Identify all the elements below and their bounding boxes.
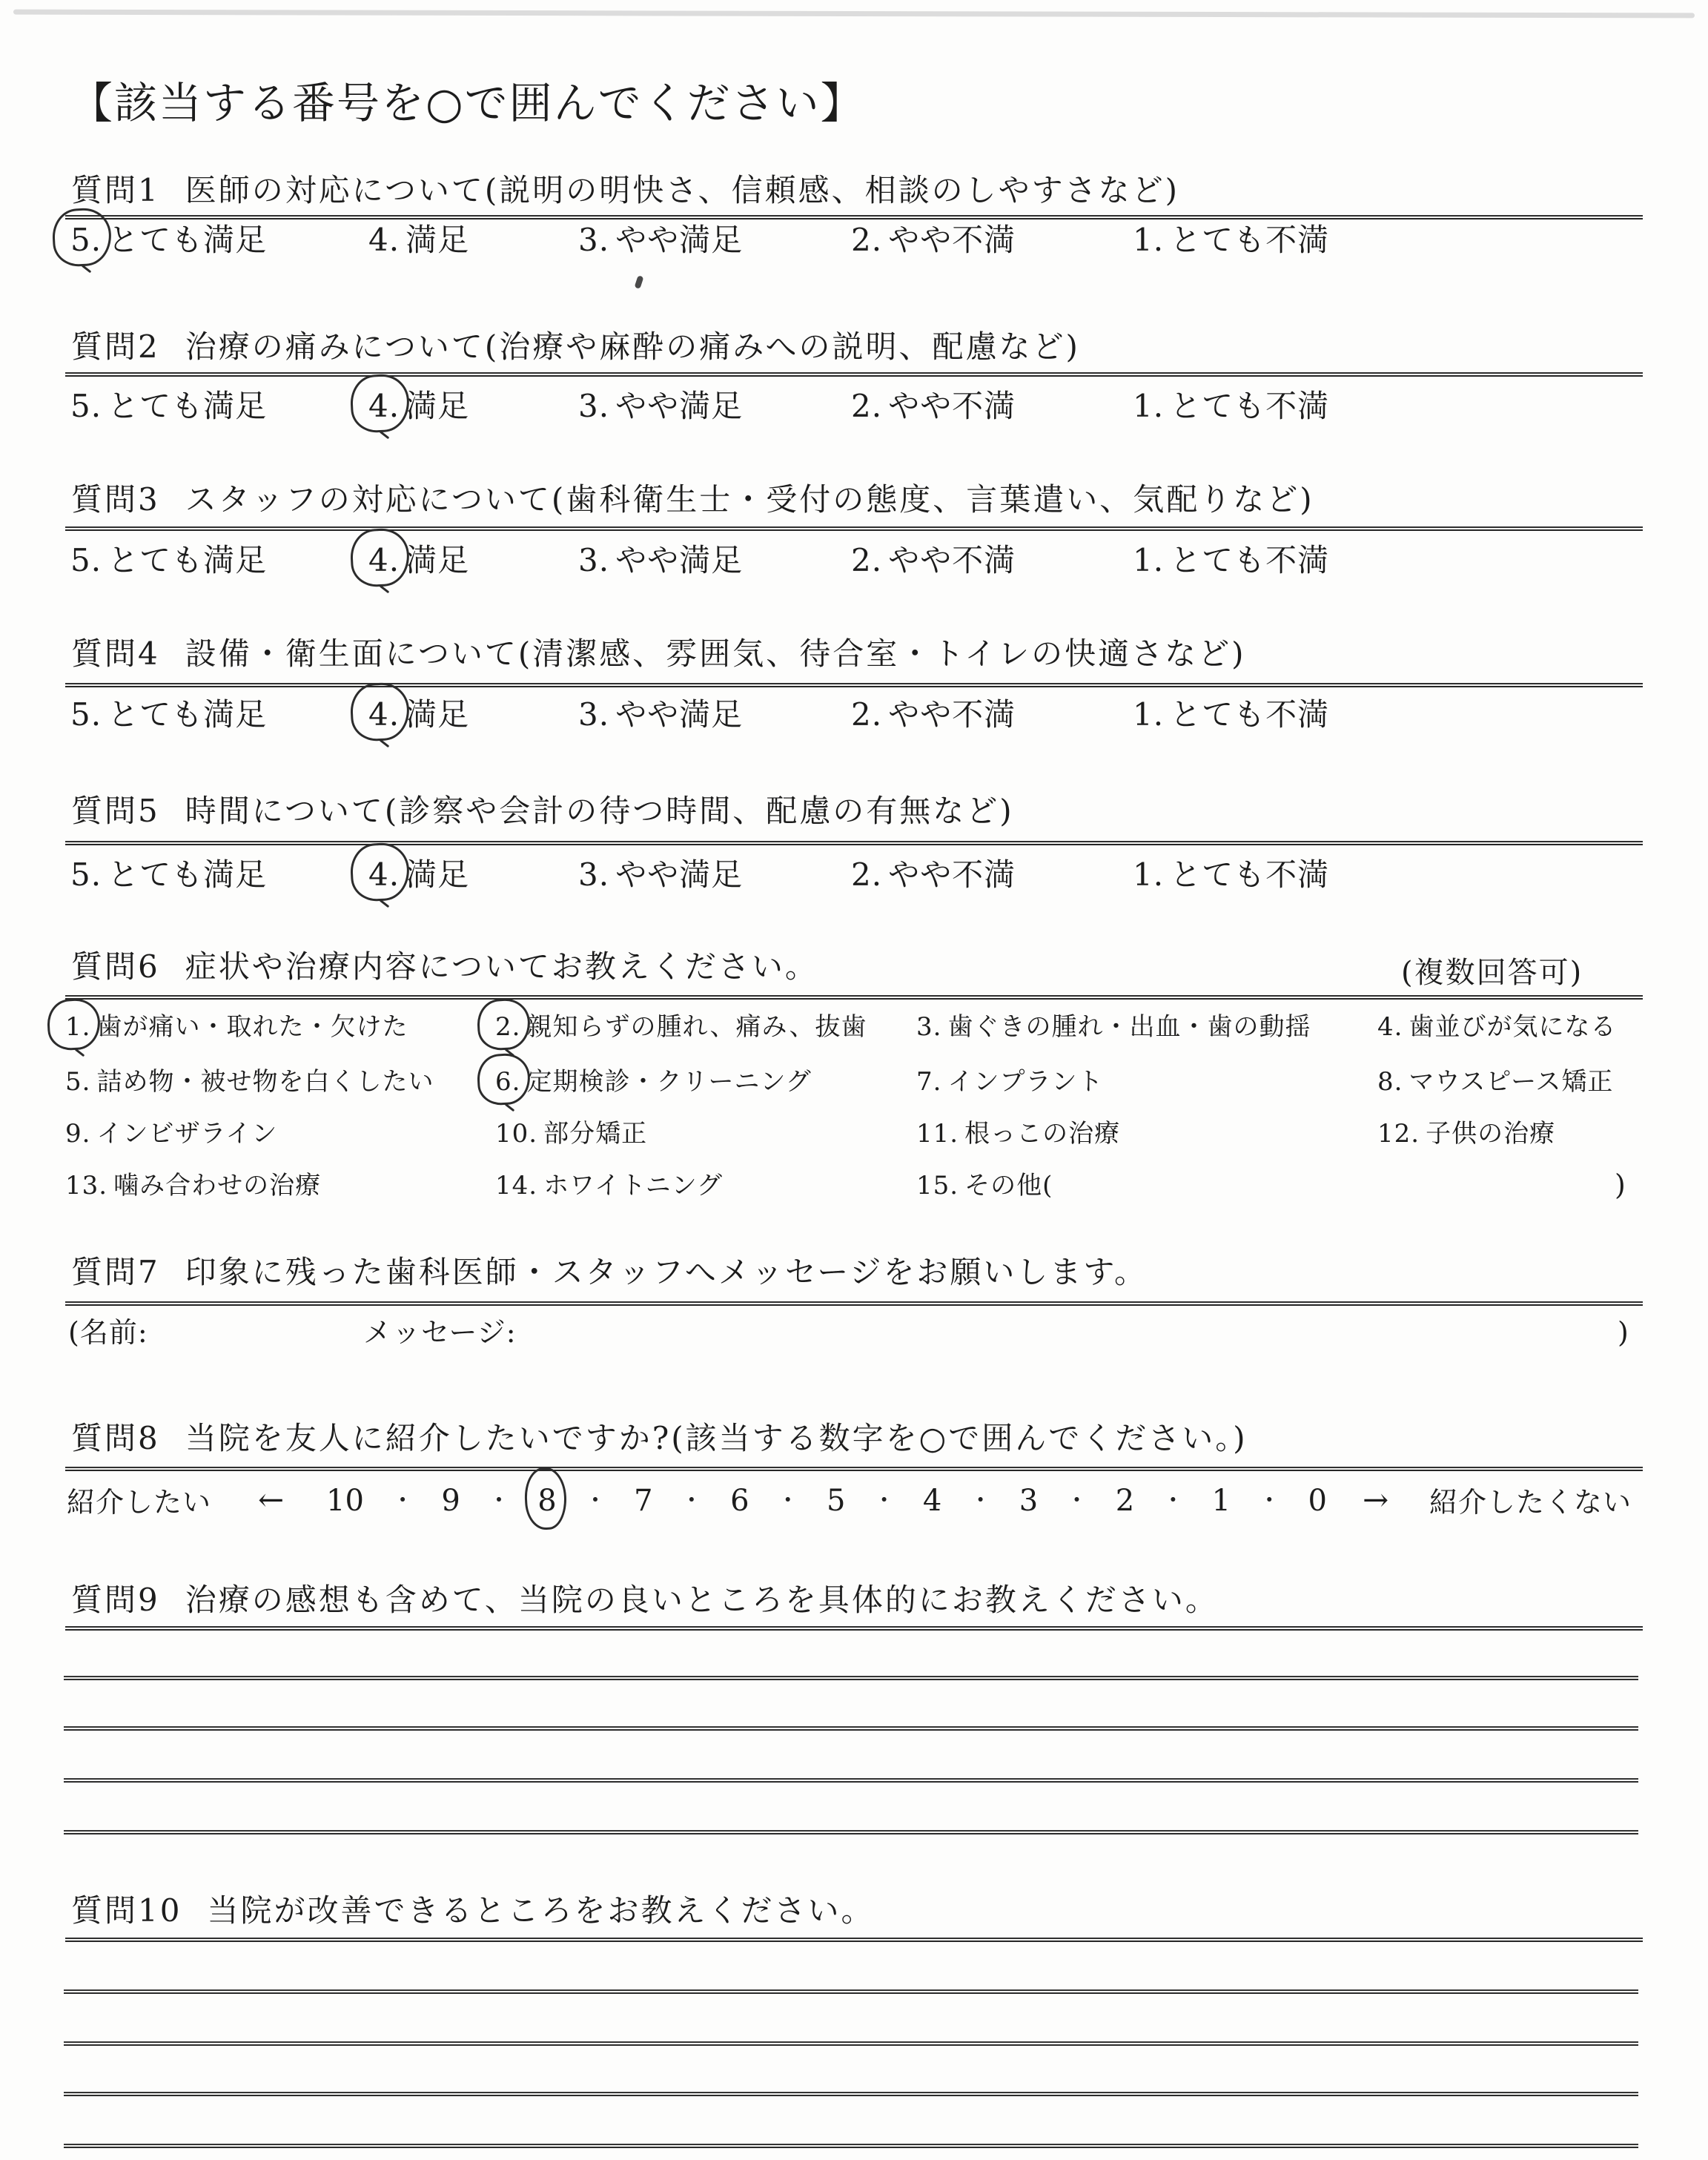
q4-option-3[interactable]: [578, 697, 743, 733]
q7-name-value[interactable]: [174, 1316, 352, 1349]
question-2-header: [71, 329, 1080, 365]
q6-item-4-label: 歯並びが気になる: [1409, 1012, 1617, 1042]
q2-option-2-label: やや不満: [888, 388, 1016, 424]
question-6-label: 質問6: [71, 948, 160, 985]
q1-option-4-number: 4.: [368, 222, 400, 258]
q2-option-4[interactable]: [368, 389, 469, 424]
q2-option-3[interactable]: [578, 389, 743, 424]
q8-score-6[interactable]: 6: [730, 1484, 749, 1518]
q6-item-5-label: 詰め物・被せ物を白くしたい: [96, 1067, 434, 1097]
q4-option-2-label: やや不満: [888, 696, 1016, 733]
question-5-header: [71, 793, 1014, 829]
q4-option-3-label: やや満足: [615, 696, 744, 733]
q6-item-9-number: 9.: [65, 1119, 91, 1149]
q8-left-label: 紹介したい: [67, 1486, 212, 1519]
q2-option-4-label: 満足: [406, 388, 470, 424]
q2-option-1-number: 1.: [1133, 388, 1165, 424]
q3-option-3[interactable]: [578, 543, 743, 578]
q6-item-4-number: 4.: [1377, 1012, 1403, 1042]
q2-option-3-number: 3.: [578, 388, 610, 424]
q5-option-4-label: 満足: [406, 856, 470, 893]
q3-option-1-number: 1.: [1133, 542, 1165, 578]
question-9-label: 質問9: [71, 1582, 160, 1618]
q1-option-1-label: とても不満: [1170, 222, 1330, 258]
q8-score-scale: [326, 1484, 1327, 1517]
q3-option-5-label: とても満足: [107, 542, 268, 578]
q6-item-12-label: 子供の治療: [1426, 1119, 1556, 1149]
q5-option-1-number: 1.: [1133, 856, 1165, 893]
q6-item-1-label: 歯が痛い・取れた・欠けた: [96, 1012, 408, 1042]
q8-separator-dot: ・: [775, 1486, 800, 1515]
q1-option-1[interactable]: [1133, 222, 1329, 258]
question-4-label: 質問4: [71, 635, 160, 672]
q6-item-12-number: 12.: [1377, 1119, 1420, 1149]
q8-right-label: 紹介したくない: [1429, 1486, 1632, 1519]
question-3-title: スタッフの対応について(歯科衛生士・受付の態度、言葉遣い、気配りなど): [185, 481, 1314, 518]
q6-item-15-paren-close: ): [1615, 1169, 1626, 1201]
q2-option-1[interactable]: [1133, 389, 1329, 424]
q3-option-5[interactable]: [70, 543, 267, 578]
q6-item-15-number: 15.: [916, 1171, 959, 1200]
question-5-divider: [65, 841, 1643, 845]
q6-item-2[interactable]: [495, 1013, 867, 1042]
question-8-divider: [65, 1467, 1643, 1471]
q1-option-3-label: やや満足: [615, 222, 744, 258]
q6-item-8-label: マウスピース矯正: [1409, 1067, 1614, 1097]
question-3-divider: [65, 526, 1643, 531]
question-6-divider: [65, 995, 1643, 1000]
q7-message-label: メッセージ:: [363, 1316, 517, 1349]
q6-item-1-number: 1.: [65, 1012, 91, 1042]
q1-option-4[interactable]: [368, 222, 469, 258]
question-7-header: [71, 1255, 1148, 1290]
q6-item-3-label: 歯ぐきの腫れ・出血・歯の動揺: [947, 1012, 1311, 1042]
question-4-divider: [65, 683, 1643, 687]
q5-option-1-label: とても不満: [1170, 856, 1330, 893]
question-1-title: 医師の対応について(説明の明快さ、信頼感、相談のしやすさなど): [185, 172, 1179, 208]
question-9-title: 治療の感想も含めて、当院の良いところを具体的にお教えください。: [185, 1582, 1219, 1618]
question-10-header: [71, 1893, 874, 1929]
page-title: 【該当する番号を○で囲んでください】: [70, 78, 865, 128]
q2-option-3-label: やや満足: [615, 388, 744, 424]
q5-option-5-number: 5.: [70, 856, 102, 893]
q7-message-value[interactable]: [552, 1316, 1575, 1349]
q3-option-2[interactable]: [851, 543, 1016, 578]
q6-item-10[interactable]: [495, 1120, 647, 1149]
q8-score-1[interactable]: 1: [1211, 1484, 1231, 1518]
q5-option-2-label: やや不満: [888, 856, 1016, 893]
q4-option-2-number: 2.: [851, 696, 883, 733]
q3-option-5-number: 5.: [70, 542, 102, 578]
q9-answer-area[interactable]: [67, 1635, 1631, 1824]
q8-score-3[interactable]: 3: [1019, 1484, 1039, 1518]
question-2-title: 治療の痛みについて(治療や麻酔の痛みへの説明、配慮など): [185, 328, 1080, 365]
q5-option-5-label: とても満足: [107, 856, 268, 893]
q6-item-7[interactable]: [916, 1068, 1103, 1097]
q8-separator-dot: ・: [968, 1486, 993, 1515]
q8-separator-dot: ・: [679, 1486, 704, 1515]
question-8-label: 質問8: [71, 1420, 160, 1456]
q6-item-11-label: 根っこの治療: [964, 1119, 1121, 1149]
q1-option-5-number: 5.: [70, 222, 102, 258]
q2-option-2-number: 2.: [851, 388, 883, 424]
q8-separator-dot: ・: [1257, 1486, 1282, 1515]
q3-option-4[interactable]: [368, 543, 469, 578]
q8-score-5[interactable]: 5: [826, 1484, 846, 1518]
q4-option-1-number: 1.: [1133, 696, 1165, 733]
left-arrow-icon: ←: [258, 1482, 285, 1518]
q2-option-4-number: 4.: [368, 388, 400, 424]
q6-item-13-label: 噛み合わせの治療: [113, 1171, 322, 1200]
q6-item-13[interactable]: [65, 1172, 321, 1200]
q6-item-8-number: 8.: [1377, 1067, 1403, 1097]
question-10-label: 質問10: [71, 1892, 182, 1929]
q4-option-4-number: 4.: [368, 696, 400, 733]
q1-option-1-number: 1.: [1133, 222, 1165, 258]
q1-option-2-label: やや不満: [888, 222, 1016, 258]
question-6-header: [71, 949, 818, 985]
q3-option-2-number: 2.: [851, 542, 883, 578]
q6-item-9[interactable]: [65, 1120, 277, 1149]
q6-item-11[interactable]: [916, 1120, 1120, 1149]
q6-item-14-number: 14.: [495, 1171, 538, 1200]
q3-option-4-label: 満足: [406, 542, 470, 578]
q6-item-5-number: 5.: [65, 1067, 91, 1097]
q6-item-3[interactable]: [916, 1013, 1311, 1042]
question-5-title: 時間について(診察や会計の待つ時間、配慮の有無など): [185, 793, 1014, 829]
q4-option-4-label: 満足: [406, 696, 470, 733]
q6-item-13-number: 13.: [65, 1171, 108, 1200]
question-2-divider: [65, 372, 1643, 377]
q5-option-2[interactable]: [851, 857, 1016, 893]
q3-option-2-label: やや不満: [888, 542, 1016, 578]
q6-item-2-number: 2.: [495, 1012, 521, 1042]
q6-item-14-label: ホワイトニング: [543, 1171, 724, 1200]
q6-item-11-number: 11.: [916, 1119, 959, 1149]
question-8-header: [71, 1421, 1248, 1456]
question-1-label: 質問1: [71, 172, 160, 208]
q3-option-1-label: とても不満: [1170, 542, 1330, 578]
question-10-title: 当院が改善できるところをお教えください。: [207, 1892, 875, 1929]
q8-separator-dot: ・: [391, 1486, 415, 1515]
question-2-label: 質問2: [71, 328, 160, 365]
q1-option-2[interactable]: [851, 222, 1016, 258]
q4-option-1-label: とても不満: [1170, 696, 1330, 733]
q5-option-4-number: 4.: [368, 856, 400, 893]
q6-item-12[interactable]: [1377, 1120, 1555, 1149]
question-7-divider: [65, 1301, 1643, 1306]
q6-item-2-label: 親知らずの腫れ、痛み、抜歯: [526, 1012, 867, 1042]
q5-option-5[interactable]: [70, 857, 267, 893]
q4-option-2[interactable]: [851, 697, 1016, 733]
q2-option-5[interactable]: [70, 389, 267, 424]
q3-option-3-label: やや満足: [615, 542, 744, 578]
answer-line: [64, 2144, 1638, 2148]
question-4-title: 設備・衛生面について(清潔感、雰囲気、待合室・トイレの快適さなど): [185, 635, 1246, 672]
q5-option-3-number: 3.: [578, 856, 610, 893]
q6-item-3-number: 3.: [916, 1012, 942, 1042]
q6-item-8[interactable]: [1377, 1068, 1613, 1097]
q8-score-0[interactable]: 0: [1308, 1484, 1327, 1518]
q8-separator-dot: ・: [583, 1486, 607, 1515]
question-9-divider: [65, 1626, 1643, 1631]
q8-score-10[interactable]: 10: [326, 1484, 364, 1518]
q8-score-7[interactable]: 7: [634, 1484, 653, 1518]
question-6-title: 症状や治療内容についてお教えください。: [185, 948, 818, 985]
question-1-header: [71, 173, 1179, 208]
q6-item-6-label: 定期検診・クリーニング: [526, 1067, 812, 1097]
q8-separator-dot: ・: [1065, 1486, 1089, 1515]
q4-option-1[interactable]: [1133, 697, 1329, 733]
q1-option-3[interactable]: [578, 222, 743, 258]
question-10-divider: [65, 1938, 1643, 1942]
q4-option-5-number: 5.: [70, 696, 102, 733]
q5-option-3-label: やや満足: [615, 856, 744, 893]
q7-paren-close: ): [1618, 1316, 1629, 1349]
question-4-header: [71, 636, 1246, 672]
answer-line: [64, 1830, 1638, 1834]
q8-score-4[interactable]: 4: [922, 1484, 942, 1518]
right-arrow-icon: →: [1363, 1482, 1389, 1518]
question-7-label: 質問7: [71, 1254, 160, 1290]
scan-artifact-line: [13, 10, 1695, 19]
question-8-title: 当院を友人に紹介したいですか?(該当する数字を○で囲んでください。): [185, 1420, 1248, 1456]
q8-score-2[interactable]: 2: [1115, 1484, 1135, 1518]
q8-score-8[interactable]: 8: [537, 1484, 557, 1518]
q1-option-3-number: 3.: [578, 222, 610, 258]
q1-option-2-number: 2.: [851, 222, 883, 258]
question-6-note: (複数回答可): [1401, 956, 1583, 990]
q4-option-3-number: 3.: [578, 696, 610, 733]
q6-item-10-label: 部分矯正: [543, 1119, 648, 1149]
q6-item-9-label: インビザライン: [96, 1119, 278, 1149]
q6-item-15-label: その他(: [964, 1171, 1053, 1200]
q10-answer-area[interactable]: [67, 1946, 1631, 2136]
q5-option-2-number: 2.: [851, 856, 883, 893]
q6-item-5[interactable]: [65, 1068, 434, 1097]
q6-item-6-number: 6.: [495, 1067, 521, 1097]
q4-option-4[interactable]: [368, 697, 469, 733]
q6-item-7-label: インプラント: [947, 1067, 1104, 1097]
q8-separator-dot: ・: [1161, 1486, 1185, 1515]
question-5-label: 質問5: [71, 793, 160, 829]
q8-separator-dot: ・: [872, 1486, 896, 1515]
q7-name-label: (名前:: [68, 1316, 148, 1349]
q8-score-9[interactable]: 9: [441, 1484, 460, 1518]
q6-other-input-area[interactable]: [1082, 1172, 1601, 1204]
q6-item-6[interactable]: [495, 1068, 812, 1097]
q6-item-7-number: 7.: [916, 1067, 942, 1097]
question-1-divider: [65, 215, 1643, 219]
q6-item-10-number: 10.: [495, 1119, 538, 1149]
q5-option-3[interactable]: [578, 857, 743, 893]
q1-option-5[interactable]: [70, 222, 267, 258]
ink-speck: [635, 275, 644, 289]
question-3-header: [71, 482, 1314, 518]
q2-option-2[interactable]: [851, 389, 1016, 424]
question-3-label: 質問3: [71, 481, 160, 518]
q1-option-5-label: とても満足: [107, 222, 268, 258]
q1-option-4-label: 満足: [406, 222, 470, 258]
q5-option-1[interactable]: [1133, 857, 1329, 893]
q6-item-1[interactable]: [65, 1013, 408, 1042]
q8-separator-dot: ・: [487, 1486, 512, 1515]
q6-item-15[interactable]: [916, 1172, 1053, 1200]
q3-option-1[interactable]: [1133, 543, 1329, 578]
q2-option-1-label: とても不満: [1170, 388, 1330, 424]
question-9-header: [71, 1582, 1219, 1618]
q2-option-5-label: とても満足: [107, 388, 268, 424]
q4-option-5-label: とても満足: [107, 696, 268, 733]
q5-option-4[interactable]: [368, 857, 469, 893]
q4-option-5[interactable]: [70, 697, 267, 733]
question-7-title: 印象に残った歯科医師・スタッフへメッセージをお願いします。: [185, 1254, 1148, 1290]
q6-item-4[interactable]: [1377, 1013, 1616, 1042]
q6-item-14[interactable]: [495, 1172, 723, 1200]
q3-option-4-number: 4.: [368, 542, 400, 578]
q2-option-5-number: 5.: [70, 388, 102, 424]
q3-option-3-number: 3.: [578, 542, 610, 578]
